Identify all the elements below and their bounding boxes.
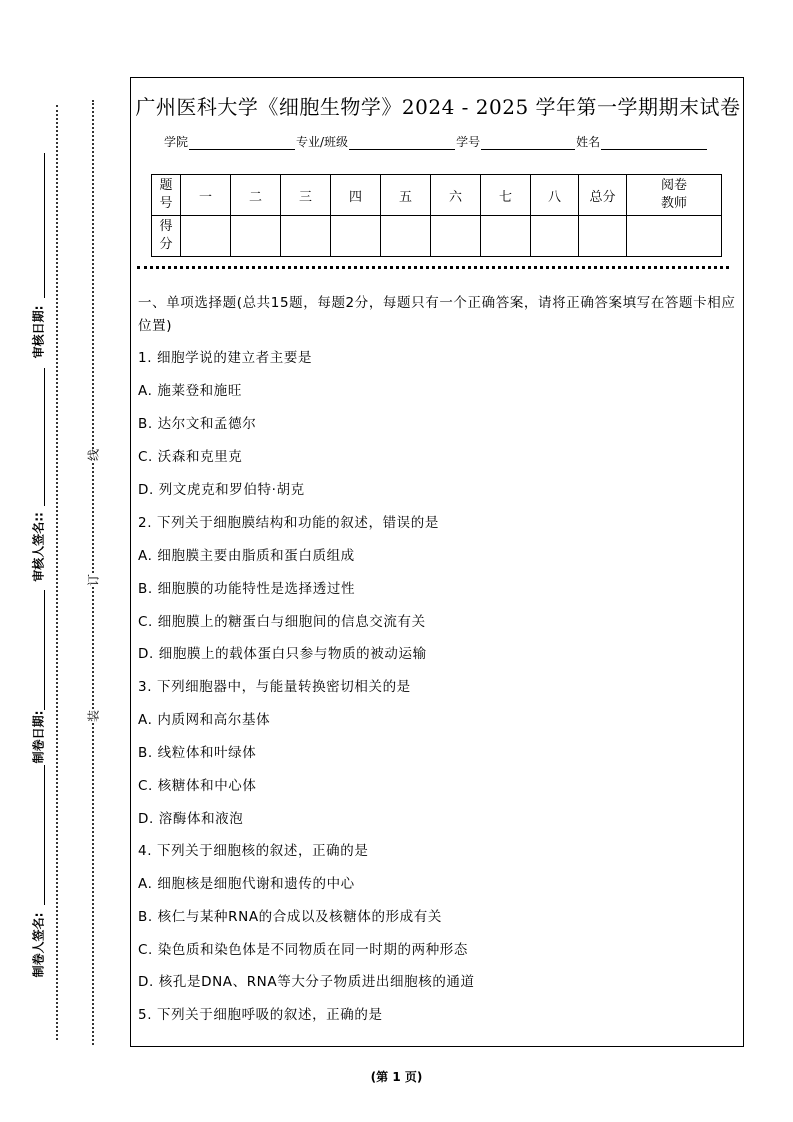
compile-date-label: 制卷日期: xyxy=(31,710,46,764)
option: C. 染色质和染色体是不同物质在同一时期的两种形态 xyxy=(138,942,469,958)
question-stem: 3. 下列细胞器中，与能量转换密切相关的是 xyxy=(138,679,411,695)
seal-char-fill: 装 xyxy=(83,710,104,722)
binding-dotted-line-inner xyxy=(92,100,94,1045)
college-field[interactable] xyxy=(189,137,295,150)
reviewer-cell[interactable] xyxy=(627,216,722,257)
reviewer-sign-label: 审核人签名:: xyxy=(31,512,46,582)
page-number: (第 1 页) xyxy=(370,1070,423,1084)
compiler-sign-line xyxy=(44,765,45,905)
review-date-line xyxy=(44,153,45,298)
binding-dotted-line-outer xyxy=(56,105,58,1040)
option: C. 核糖体和中心体 xyxy=(138,778,257,794)
option: B. 达尔文和孟德尔 xyxy=(138,416,257,432)
option: A. 施莱登和施旺 xyxy=(138,383,242,399)
col-5: 五 xyxy=(381,175,431,216)
major-field[interactable] xyxy=(349,137,455,150)
score-cell[interactable] xyxy=(181,216,231,257)
score-cell[interactable] xyxy=(431,216,481,257)
option: A. 内质网和高尔基体 xyxy=(138,712,271,728)
score-table-score-row xyxy=(152,216,722,257)
seal-char-line: 线 xyxy=(83,449,104,461)
section-heading: 一、单项选择题(总共15题，每题2分，每题只有一个正确答案，请将正确答案填写在答题卡相应位置) xyxy=(138,295,736,334)
col-3: 三 xyxy=(281,175,331,216)
reviewer-sign-line xyxy=(44,368,45,506)
option: C. 细胞膜上的糖蛋白与细胞间的信息交流有关 xyxy=(138,614,426,630)
col-4: 四 xyxy=(331,175,381,216)
exam-title: 广州医科大学《细胞生物学》2024 - 2025 学年第一学期期末试卷 xyxy=(135,95,741,119)
col-7: 七 xyxy=(481,175,531,216)
option: A. 细胞膜主要由脂质和蛋白质组成 xyxy=(138,548,355,564)
score-cell[interactable] xyxy=(281,216,331,257)
option: D. 细胞膜上的载体蛋白只参与物质的被动运输 xyxy=(138,646,427,662)
seal-char-bind: 订 xyxy=(83,574,104,586)
option: D. 核孔是DNA、RNA等大分子物质进出细胞核的通道 xyxy=(138,974,475,990)
review-date-label: 审核日期: xyxy=(31,305,46,359)
college-label: 学院 xyxy=(164,135,189,149)
score-label: 得 分 xyxy=(152,216,181,257)
score-cell[interactable] xyxy=(579,216,627,257)
question-number-label: 题 号 xyxy=(152,175,181,216)
question-stem: 1. 细胞学说的建立者主要是 xyxy=(138,350,313,366)
option: B. 核仁与某种RNA的合成以及核糖体的形成有关 xyxy=(138,909,442,925)
col-2: 二 xyxy=(231,175,281,216)
col-total: 总分 xyxy=(579,175,627,216)
student-id-label: 学号 xyxy=(456,135,481,149)
score-table xyxy=(151,174,722,257)
option: D. 溶酶体和液泡 xyxy=(138,811,244,827)
score-cell[interactable] xyxy=(481,216,531,257)
reviewer-label: 阅卷 教师 xyxy=(627,175,722,216)
question-stem: 4. 下列关于细胞核的叙述，正确的是 xyxy=(138,843,369,859)
student-info-row xyxy=(164,133,708,150)
dotted-separator xyxy=(137,266,729,269)
score-cell[interactable] xyxy=(531,216,579,257)
compile-date-line xyxy=(44,590,45,710)
question-stem: 5. 下列关于细胞呼吸的叙述，正确的是 xyxy=(138,1007,383,1023)
name-field[interactable] xyxy=(601,137,707,150)
exam-frame xyxy=(130,77,744,1047)
option: D. 列文虎克和罗伯特·胡克 xyxy=(138,482,305,498)
question-stem: 2. 下列关于细胞膜结构和功能的叙述，错误的是 xyxy=(138,515,439,531)
compiler-sign-label: 制卷人签名: xyxy=(31,912,46,978)
major-label: 专业/班级 xyxy=(296,135,349,149)
option: B. 线粒体和叶绿体 xyxy=(138,745,257,761)
col-6: 六 xyxy=(431,175,481,216)
name-label: 姓名 xyxy=(576,135,601,149)
score-table-header-row xyxy=(152,175,722,216)
option: A. 细胞核是细胞代谢和遗传的中心 xyxy=(138,876,355,892)
score-cell[interactable] xyxy=(231,216,281,257)
score-cell[interactable] xyxy=(381,216,431,257)
col-1: 一 xyxy=(181,175,231,216)
col-8: 八 xyxy=(531,175,579,216)
option: B. 细胞膜的功能特性是选择透过性 xyxy=(138,581,356,597)
student-id-field[interactable] xyxy=(481,137,575,150)
score-cell[interactable] xyxy=(331,216,381,257)
option: C. 沃森和克里克 xyxy=(138,449,243,465)
